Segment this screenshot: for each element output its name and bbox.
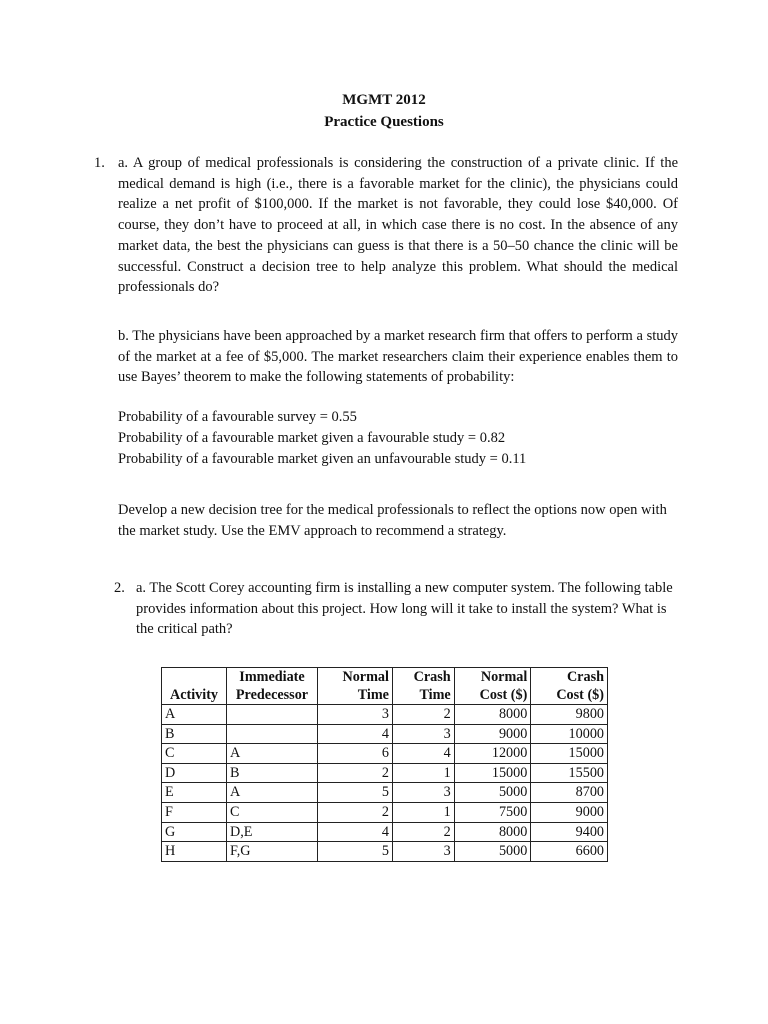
cell-crash-cost: 8700 [531,783,608,803]
cell-normal-time: 4 [318,724,393,744]
cell-predecessor: F,G [227,842,318,862]
question-1-number: 1. [94,155,105,171]
table-row [162,783,608,803]
cell-normal-cost: 12000 [454,744,531,764]
cell-crash-time: 3 [392,842,454,862]
cell-activity: H [162,842,227,862]
probability-line-1: Probability of a favourable survey = 0.55 [118,409,357,425]
cell-normal-time: 2 [318,763,393,783]
table-row [162,763,608,783]
table-row [162,802,608,822]
cell-normal-cost: 9000 [454,724,531,744]
column-header-normal-time: Normal Time [318,668,393,705]
probability-line-2: Probability of a favourable market given a favourable study = 0.82 [118,430,506,446]
cell-normal-cost: 8000 [454,705,531,725]
cell-crash-cost: 9000 [531,802,608,822]
cell-activity: C [162,744,227,764]
cell-normal-time: 2 [318,802,393,822]
cell-normal-cost: 15000 [454,763,531,783]
cell-predecessor [227,724,318,744]
cell-crash-cost: 9400 [531,822,608,842]
cell-predecessor [227,705,318,725]
question-1-develop-text: Develop a new decision tree for the medical professionals to reflect the options now open with the market study. Use the EMV approach to recommend a strategy. [118,502,667,539]
table-row [162,744,608,764]
question-1a-text: a. A group of medical professionals is considering the construction of a private clinic. If the medical demand is high (i.e., there is a favorable market for the clinic), the physicians could realize a net profit of $100,000. If the market is not favorable, they could lose $40,000. Of course, they don’t have to proceed at all, in which case there is no cost. In the absence of any market data, the best the physicians can guess is that there is a 50–50 chance the clinic will be successful. Construct a decision tree to help analyze this problem. What should the medical professionals do? [118,155,678,296]
cell-crash-time: 3 [392,724,454,744]
cell-activity: E [162,783,227,803]
cell-predecessor: D,E [227,822,318,842]
cell-predecessor: C [227,802,318,822]
cell-normal-cost: 7500 [454,802,531,822]
cell-crash-cost: 10000 [531,724,608,744]
cell-crash-cost: 9800 [531,705,608,725]
course-title: MGMT 2012 [342,92,426,108]
cell-normal-time: 5 [318,783,393,803]
probability-line-3: Probability of a favourable market given an unfavourable study = 0.11 [118,451,527,467]
table-row [162,705,608,725]
table-row [162,724,608,744]
cell-activity: D [162,763,227,783]
cell-normal-time: 4 [318,822,393,842]
column-header-normal-cost: Normal Cost ($) [454,668,531,705]
column-header-activity: Activity [162,668,227,705]
cell-crash-time: 1 [392,802,454,822]
cell-predecessor: A [227,783,318,803]
cell-crash-cost: 15000 [531,744,608,764]
cell-normal-time: 3 [318,705,393,725]
cell-normal-cost: 5000 [454,842,531,862]
table-row [162,842,608,862]
cell-normal-time: 5 [318,842,393,862]
column-header-crash-cost: Crash Cost ($) [531,668,608,705]
cell-crash-time: 1 [392,763,454,783]
project-activity-table [161,667,608,862]
cell-normal-cost: 8000 [454,822,531,842]
cell-crash-time: 2 [392,822,454,842]
table-row [162,822,608,842]
question-2a-text: a. The Scott Corey accounting firm is installing a new computer system. The following table provides information about this project. How long will it take to install the system? What is the critical path? [136,580,673,638]
cell-activity: G [162,822,227,842]
column-header-crash-time: Crash Time [392,668,454,705]
question-1b-text: b. The physicians have been approached by a market research firm that offers to perform a study of the market at a fee of $5,000. The market researchers claim their experience enables them to use Bayes’ theorem to make the following statements of probability: [118,328,678,386]
cell-normal-cost: 5000 [454,783,531,803]
question-2-number: 2. [114,580,125,596]
column-header-immediate-predecessor: Immediate Predecessor [227,668,318,705]
cell-predecessor: A [227,744,318,764]
cell-crash-time: 3 [392,783,454,803]
cell-predecessor: B [227,763,318,783]
table-header-row [162,668,608,705]
cell-normal-time: 6 [318,744,393,764]
cell-crash-cost: 15500 [531,763,608,783]
cell-crash-time: 4 [392,744,454,764]
cell-activity: A [162,705,227,725]
page-subtitle: Practice Questions [324,114,444,130]
cell-crash-cost: 6600 [531,842,608,862]
cell-crash-time: 2 [392,705,454,725]
cell-activity: B [162,724,227,744]
cell-activity: F [162,802,227,822]
